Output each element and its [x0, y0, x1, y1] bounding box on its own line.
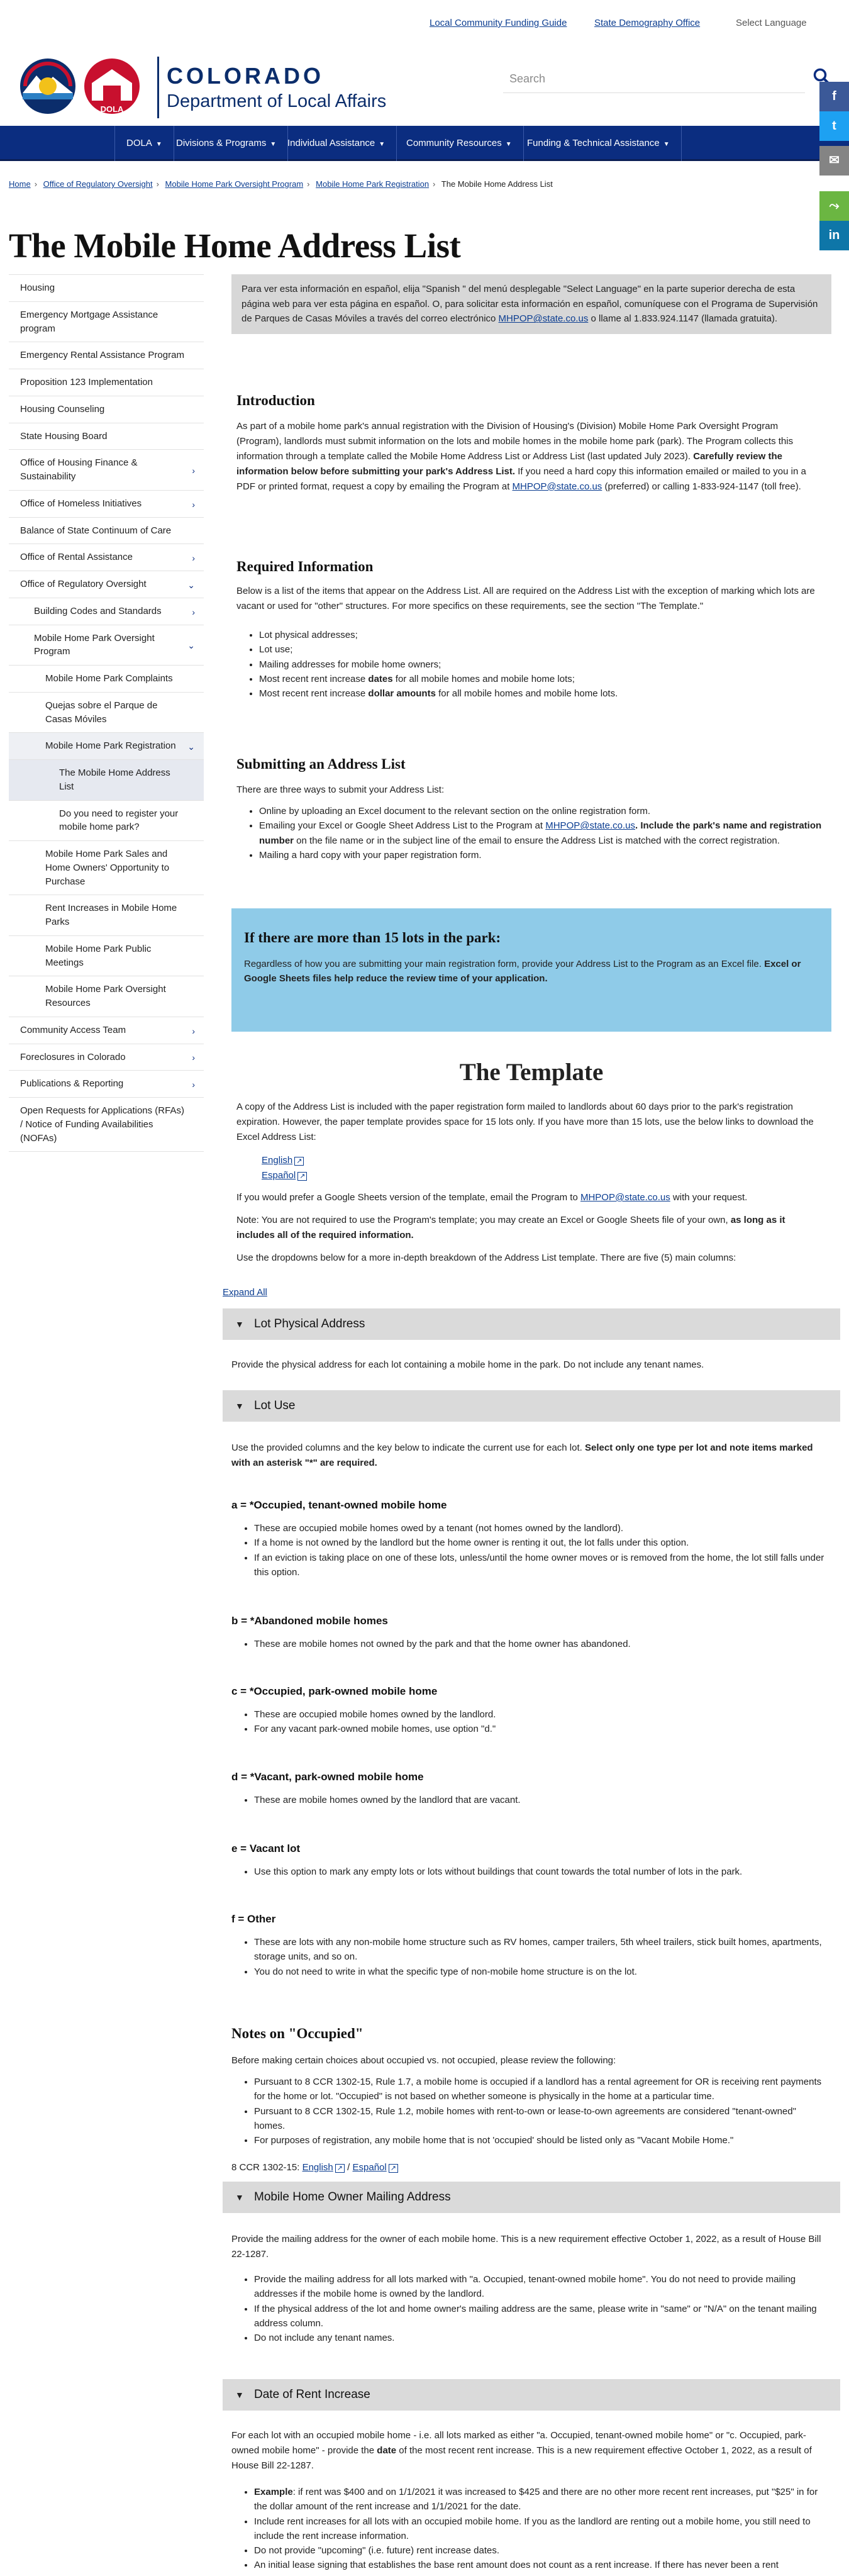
sidebar-item-label: Publications & Reporting — [20, 1078, 124, 1090]
lot-use-bold: Select only one type per lot and note items marked with an asterisk "*" are required. — [231, 1442, 813, 1468]
submitting-email-link[interactable]: MHPOP@state.co.us — [545, 820, 636, 832]
breadcrumb-mhp-oversight-program[interactable]: Mobile Home Park Oversight Program — [165, 179, 304, 189]
list-text: : if rent was $400 and on 1/1/2021 it was increased to $425 and there are no other more recent rent increases, put "$25" in for the dollar amount of the rent increase and 1/1/2021 for the date. — [254, 2487, 818, 2512]
sidebar-item-label: Mobile Home Park Oversight Program — [34, 632, 155, 657]
option-a-list — [241, 1521, 826, 1580]
nav-label: Funding & Technical Assistance — [527, 138, 660, 148]
required-info-paragraph — [236, 584, 824, 614]
notes-occupied-intro: Before making certain choices about occupied vs. not occupied, please review the following: — [231, 2055, 616, 2066]
sidebar-item-label: Proposition 123 Implementation — [20, 377, 153, 388]
share-icon: ⤳ — [829, 199, 840, 213]
sidebar-nav — [9, 274, 204, 1152]
sidebar-item-label: Housing Counseling — [20, 403, 105, 415]
chevron-down-icon: ▼ — [270, 141, 277, 148]
chevron-right-icon: › — [192, 499, 195, 510]
sidebar-item[interactable] — [9, 1044, 204, 1071]
callout-heading: If there are more than 15 lots in the park: — [244, 930, 501, 945]
sidebar-item[interactable] — [9, 693, 204, 733]
sidebar-item-label: Rent Increases in Mobile Home Parks — [45, 903, 177, 927]
list-item: • These are occupied mobile homes owed by a tenant (not homes owned by the landlord). — [254, 1521, 826, 1536]
sidebar-item[interactable] — [9, 666, 204, 693]
chevron-down-icon: ▼ — [379, 141, 386, 148]
sidebar-item-label: Emergency Mortgage Assistance program — [20, 309, 158, 334]
list-item: • For purposes of registration, any mobile home that is not 'occupied' should be listed only as "Vacant Mobile Home." — [254, 2133, 826, 2148]
lot-use-text: Use the provided columns and the key below to indicate the current use for each lot. — [231, 1442, 585, 1453]
sidebar-item-label: Housing — [20, 282, 55, 293]
logo-text: DOLA — [100, 104, 124, 114]
list-bold: Example — [254, 2487, 293, 2497]
sidebar-item-label: Office of Regulatory Oversight — [20, 579, 147, 589]
option-f-list — [241, 1935, 826, 1979]
list-text: for all mobile homes and mobile home lots; — [392, 673, 575, 684]
required-info-heading: Required Information — [236, 559, 374, 574]
notice-text-end: o llame al 1.833.924.1147 (llamada gratuita). — [588, 313, 778, 325]
twitter-icon: t — [832, 119, 836, 133]
list-item: • Provide the mailing address for all lots marked with "a. Occupied, tenant-owned mobile home". You do not need to provide mailing addresses if the mobile home is owned by the landlord. — [254, 2272, 826, 2302]
accordion-owner-mailing-address[interactable] — [223, 2182, 840, 2213]
nav-individual-assistance[interactable] — [276, 126, 397, 161]
list-text: on the file name or in the subject line of the email to ensure the Address List is matched with the correct registration. — [294, 835, 780, 846]
list-item: • These are mobile homes owned by the landlord that are vacant. — [254, 1793, 826, 1807]
option-c-list — [241, 1707, 826, 1737]
list-item: • Online by uploading an Excel document to the relevant section on the online registration form. — [259, 804, 825, 818]
sidebar-item-label: Mobile Home Park Public Meetings — [45, 943, 152, 968]
chevron-down-icon: ⌄ — [187, 640, 195, 651]
sidebar-item[interactable] — [9, 396, 204, 423]
chevron-right-icon: › — [192, 466, 195, 476]
link-label: Español — [262, 1170, 296, 1181]
list-item: • For any vacant park-owned mobile homes, use option "d." — [254, 1722, 826, 1736]
download-spanish-link[interactable] — [262, 1169, 307, 1183]
sidebar-item[interactable] — [9, 976, 204, 1017]
required-text-2: All are required on the Address List with the exception of marking which lots are vacant or used for "other" structures. For more specifics on these requirements, see the section "The Template." — [236, 586, 815, 611]
expand-all-link[interactable]: Expand All — [223, 1287, 267, 1298]
template-text-2: with your request. — [670, 1192, 748, 1203]
introduction-paragraph — [236, 419, 824, 494]
list-text: Most recent rent increase — [259, 673, 369, 684]
twitter-share-button[interactable] — [819, 111, 849, 141]
sidebar-item[interactable] — [9, 423, 204, 450]
search-input[interactable] — [503, 65, 805, 93]
submitting-paragraph: There are three ways to submit your Address List: — [236, 784, 445, 795]
nav-funding-technical-assistance[interactable] — [516, 126, 682, 161]
select-language-dropdown[interactable]: Select Language — [736, 18, 807, 28]
accordion-date-rent-increase[interactable] — [223, 2379, 840, 2411]
intro-text-3: (preferred) or calling 1-833-924-1147 (toll free). — [602, 481, 801, 492]
option-e-heading: e = Vacant lot — [231, 1843, 301, 1854]
facebook-share-button[interactable] — [819, 82, 849, 111]
breadcrumb-separator: › — [433, 179, 436, 189]
accordion-label: Lot Use — [254, 1399, 296, 1412]
external-link-icon: ↗ — [297, 1172, 307, 1181]
chevron-right-icon: › — [192, 1079, 195, 1090]
list-text: Most recent rent increase — [259, 688, 369, 699]
breadcrumb-separator: › — [156, 179, 159, 189]
option-c-heading: c = *Occupied, park-owned mobile home — [231, 1685, 438, 1697]
rent-increase-list — [241, 2485, 826, 2573]
chevron-down-icon: ▼ — [235, 1401, 244, 1411]
list-item: • These are mobile homes not owned by the park and that the home owner has abandoned. — [254, 1637, 826, 1651]
owner-mailing-text: Provide the mailing address for the owner of each mobile home. This is a new requirement effective October 1, 2022, as a result of House Bill 22-1287. — [231, 2234, 821, 2260]
sidebar-item-label: The Mobile Home Address List — [59, 767, 170, 792]
list-bold: dollar amounts — [368, 688, 436, 699]
required-info-list — [247, 628, 825, 701]
list-item: • If an eviction is taking place on one of these lots, unless/until the home owner moves or is removed from the home, the lot still falls under this option. — [254, 1551, 826, 1580]
callout-bold: Excel or Google Sheets files help reduce the review time of your application. — [244, 958, 801, 984]
option-a-heading: a = *Occupied, tenant-owned mobile home — [231, 1499, 447, 1511]
sidebar-item[interactable] — [9, 625, 204, 666]
list-item: • Pursuant to 8 CCR 1302-15, Rule 1.7, a mobile home is occupied if a landlord has a rental agreement for OR is receiving rent payments for the home or lot. "Occupied" is not based on whether someone is physically in the home at a particular time. — [254, 2075, 826, 2104]
nav-label: Individual Assistance — [287, 138, 375, 148]
email-share-button[interactable] — [819, 146, 849, 176]
list-item: • If a home is not owned by the landlord but the home owner is renting it out, the lot falls under this option. — [254, 1536, 826, 1550]
template-note-text: Note: You are not required to use the Program's template; you may create an Excel or Google Sheets file of your own, — [236, 1215, 731, 1225]
sidebar-item-label: Open Requests for Applications (RFAs) / Notice of Funding Availabilities (NOFAs) — [20, 1105, 184, 1144]
sidebar-item[interactable] — [9, 571, 204, 598]
sidebar-item-label: State Housing Board — [20, 430, 108, 442]
link-label: Español — [352, 2162, 387, 2173]
rent-text-2: of the most recent rent increase. This is a new requirement effective October 1, 2022, as a result of House Bill 22-1287. — [231, 2445, 812, 2471]
list-item: • Lot physical addresses; — [259, 628, 825, 642]
share-button[interactable] — [819, 191, 849, 221]
list-item: • Do not provide "upcoming" (i.e. future) rent increase dates. — [254, 2543, 826, 2558]
breadcrumb-separator: › — [307, 179, 310, 189]
sidebar-item[interactable] — [9, 369, 204, 396]
sidebar-item[interactable] — [9, 936, 204, 977]
logo-divider — [157, 57, 159, 118]
accordion-label: Lot Physical Address — [254, 1317, 365, 1330]
link-label: English — [302, 2162, 333, 2173]
list-item: • These are lots with any non-mobile home structure such as RV homes, camper trailers, 5th wheel trailers, stick built homes, apartments, storage units, and so on. — [254, 1935, 826, 1965]
utility-bar — [0, 0, 849, 49]
sidebar-item-label: Office of Housing Finance & Sustainability — [20, 457, 138, 482]
brand-subtitle: Department of Local Affairs — [167, 91, 387, 111]
notice-text: Para ver esta información en español, elija "Spanish " del menú desplegable "Select Language" en la parte superior derecha de esta página web para ver esta página en español. O, para solicitar esta información en español, comuníquese con el Programa de Supervisión de Parques de Casas Móviles a través del correo electrónico — [241, 284, 818, 325]
intro-bold: Carefully review the information below before submitting your park's Address List. — [236, 451, 782, 477]
chevron-down-icon: ⌄ — [187, 742, 195, 752]
sidebar-item-label: Office of Rental Assistance — [20, 552, 133, 563]
sidebar-item[interactable] — [9, 491, 204, 518]
list-item: • Do not include any tenant names. — [254, 2331, 826, 2345]
template-note-bold: as long as it includes all of the required information. — [236, 1215, 785, 1241]
list-item — [259, 686, 825, 701]
site-header — [0, 49, 849, 126]
external-link-icon: ↗ — [294, 1157, 304, 1166]
option-b-heading: b = *Abandoned mobile homes — [231, 1615, 388, 1627]
list-item — [259, 672, 825, 686]
sidebar-item-label: Balance of State Continuum of Care — [20, 525, 172, 536]
breadcrumb-mhp-registration[interactable]: Mobile Home Park Registration — [316, 179, 430, 189]
sidebar-item[interactable] — [9, 518, 204, 545]
nav-divisions-programs[interactable] — [165, 126, 288, 161]
external-link-icon: ↗ — [389, 2164, 398, 2173]
lot-use-intro — [231, 1441, 829, 1471]
list-item: • Use this option to mark any empty lots or lots without buildings that count towards the total number of lots in the park. — [254, 1865, 826, 1879]
chevron-down-icon: ▼ — [235, 2390, 244, 2400]
list-item — [254, 2485, 826, 2514]
submitting-heading: Submitting an Address List — [236, 756, 406, 772]
ccr-links: 8 CCR 1302-15: English ↗ / Español ↗ — [231, 2160, 829, 2175]
list-item: • Include rent increases for all lots with an occupied mobile home. If you as the landlord are renting out a mobile home, you still need to include the rent increase information. — [254, 2514, 826, 2544]
option-f-heading: f = Other — [231, 1913, 276, 1925]
local-community-funding-guide-link[interactable]: Local Community Funding Guide — [430, 18, 567, 28]
template-email-link[interactable]: MHPOP@state.co.us — [580, 1192, 670, 1203]
sidebar-item-label: Mobile Home Park Registration — [45, 740, 176, 752]
state-demography-office-link[interactable]: State Demography Office — [594, 18, 701, 28]
breadcrumb-office-regulatory-oversight[interactable]: Office of Regulatory Oversight — [43, 179, 153, 189]
chevron-down-icon: ▼ — [235, 1319, 244, 1329]
more-than-15-lots-callout — [231, 908, 831, 1032]
breadcrumb — [9, 178, 553, 191]
nav-label: Community Resources — [406, 138, 502, 148]
submitting-list — [247, 804, 825, 862]
chevron-down-icon: ▼ — [505, 141, 512, 148]
list-item — [259, 818, 825, 848]
nav-community-resources[interactable] — [395, 126, 524, 161]
accordion-label: Date of Rent Increase — [254, 2388, 370, 2401]
list-item: • If the physical address of the lot and home owner's mailing address are the same, please write in "same" or "N/A" on the tenant mailing address column. — [254, 2302, 826, 2331]
ccr-label: 8 CCR 1302-15: — [231, 2162, 302, 2173]
page-title: The Mobile Home Address List — [9, 226, 461, 265]
sidebar-item[interactable] — [9, 1098, 204, 1152]
option-d-heading: d = *Vacant, park-owned mobile home — [231, 1771, 424, 1783]
facebook-icon: f — [832, 89, 836, 103]
sidebar-item[interactable] — [9, 895, 204, 936]
nav-label: DOLA — [126, 138, 152, 148]
chevron-right-icon: › — [192, 1025, 195, 1036]
breadcrumb-current: The Mobile Home Address List — [441, 179, 553, 189]
template-paragraph: A copy of the Address List is included with the paper registration form mailed to landlords about 60 days prior to the park's registration expiration. However, the paper template provides space for 15 lots only. If you have more than 15 lots, use the below links to download the Excel Address List: — [236, 1101, 814, 1142]
sidebar-item[interactable] — [9, 760, 204, 801]
notice-email-link[interactable]: MHPOP@state.co.us — [498, 313, 589, 325]
nav-label: Divisions & Programs — [176, 138, 267, 148]
ccr-english-link[interactable] — [302, 2162, 345, 2173]
accordion-lot-use[interactable] — [223, 1390, 840, 1422]
intro-text-2: If you need a hard copy this information emailed or mailed to you in a PDF or printed format, request a copy by emailing the Program at — [236, 466, 806, 492]
sidebar-item-label: Mobile Home Park Complaints — [45, 673, 173, 684]
sidebar-item-label: Community Access Team — [20, 1024, 126, 1035]
chevron-right-icon: › — [192, 606, 195, 617]
list-bold: . Include the park's name and registration number — [259, 820, 822, 846]
chevron-down-icon: ▼ — [155, 141, 162, 148]
sidebar-item-label: Emergency Rental Assistance Program — [20, 350, 184, 361]
list-item: • An initial lease signing that establishes the base rent amount does not count as a rent increase. If there has never been a rent — [254, 2558, 826, 2572]
external-link-icon: ↗ — [335, 2164, 345, 2173]
intro-email-link[interactable]: MHPOP@state.co.us — [512, 481, 602, 492]
intro-text: As part of a mobile home park's annual registration with the Division of Housing's (Division) Mobile Home Park Oversight Program (Program), landlords must submit information on the lots and mobile homes in the mobile home park (park). The Program collects this information through a template called the Mobile Home Address List or Address List (last updated July 2023). — [236, 421, 794, 462]
option-d-list — [241, 1793, 826, 1807]
template-google-sheets — [236, 1190, 824, 1205]
list-text: for all mobile homes and mobile home lots. — [435, 688, 618, 699]
option-b-list — [241, 1637, 826, 1651]
ccr-spanish-link[interactable] — [353, 2162, 398, 2173]
breadcrumb-separator: › — [34, 179, 38, 189]
brand-title: COLORADO — [167, 63, 324, 89]
sidebar-item[interactable] — [9, 598, 204, 625]
required-text: Below is a list of the items that appear on the Address List. — [236, 586, 481, 596]
list-text: Emailing your Excel or Google Sheet Address List to the Program at — [259, 820, 546, 832]
list-item: • These are occupied mobile homes owned by the landlord. — [254, 1707, 826, 1722]
list-item: • Lot use; — [259, 642, 825, 657]
linkedin-share-button[interactable] — [819, 221, 849, 250]
list-item: • You do not need to write in what the specific type of non-mobile home structure is on the lot. — [254, 1965, 826, 1979]
template-text: If you would prefer a Google Sheets version of the template, email the Program to — [236, 1192, 580, 1203]
sidebar-item[interactable] — [9, 342, 204, 369]
owner-mailing-list — [241, 2272, 826, 2345]
sidebar-item-label: Foreclosures in Colorado — [20, 1051, 126, 1062]
chevron-right-icon: › — [192, 553, 195, 564]
chevron-down-icon: ▼ — [235, 2192, 244, 2202]
list-item: • Mailing addresses for mobile home owners; — [259, 657, 825, 672]
sidebar-item[interactable] — [9, 733, 204, 760]
callout-paragraph — [244, 957, 819, 986]
chevron-down-icon: ▼ — [663, 141, 670, 148]
lot-physical-address-text: Provide the physical address for each lot containing a mobile home in the park. Do not include any tenant names. — [231, 1359, 704, 1370]
list-item: • Pursuant to 8 CCR 1302-15, Rule 1.2, mobile homes with rent-to-own or lease-to-own agreements are considered "tenant-owned" homes. — [254, 2104, 826, 2134]
sidebar-item[interactable] — [9, 1017, 204, 1044]
template-note — [236, 1213, 824, 1243]
main-nav — [0, 126, 849, 161]
list-bold: dates — [368, 673, 393, 684]
sidebar-item-label: Quejas sobre el Parque de Casas Móviles — [45, 700, 158, 725]
colorado-dola-logo[interactable] — [18, 54, 150, 118]
sidebar-item-label: Mobile Home Park Oversight Resources — [45, 984, 166, 1008]
breadcrumb-home[interactable]: Home — [9, 179, 31, 189]
sidebar-item-label: Do you need to register your mobile home park? — [59, 808, 179, 833]
notes-occupied-heading: Notes on "Occupied" — [231, 2026, 363, 2041]
email-icon: ✉ — [829, 153, 840, 167]
callout-text: Regardless of how you are submitting your main registration form, provide your Address List to the Program as an Excel file. — [244, 958, 765, 969]
sidebar-item[interactable] — [9, 801, 204, 842]
rent-text: For each lot with an occupied mobile home - i.e. all lots marked as either "a. Occupied, tenant-owned mobile home" or "c. Occupied, park-owned mobile home" - provide the — [231, 2430, 806, 2456]
sidebar-item-label: Office of Homeless Initiatives — [20, 498, 142, 509]
rent-increase-intro — [231, 2428, 829, 2473]
template-heading: The Template — [459, 1059, 604, 1086]
chevron-down-icon: ⌄ — [187, 579, 195, 590]
sidebar-item[interactable] — [9, 275, 204, 302]
introduction-heading: Introduction — [236, 393, 315, 408]
sidebar-item[interactable] — [9, 302, 204, 343]
sidebar-item-label: Building Codes and Standards — [34, 605, 162, 616]
link-label: English — [262, 1155, 293, 1166]
sidebar-item-label: Mobile Home Park Sales and Home Owners' Opportunity to Purchase — [45, 849, 170, 887]
sidebar-item[interactable] — [9, 544, 204, 571]
rent-bold: date — [377, 2445, 397, 2456]
spanish-notice — [231, 274, 831, 334]
download-english-link[interactable] — [262, 1154, 304, 1168]
sidebar-item[interactable] — [9, 450, 204, 491]
accordion-lot-physical-address[interactable] — [223, 1308, 840, 1340]
linkedin-icon: in — [828, 228, 840, 242]
notes-occupied-list — [241, 2075, 826, 2148]
option-e-list — [241, 1865, 826, 1879]
accordion-label: Mobile Home Owner Mailing Address — [254, 2190, 451, 2204]
sidebar-item[interactable] — [9, 1071, 204, 1098]
list-item: • Mailing a hard copy with your paper registration form. — [259, 848, 825, 862]
chevron-right-icon: › — [192, 1052, 195, 1063]
template-dropdown-intro: Use the dropdowns below for a more in-depth breakdown of the Address List template. There are five (5) main columns: — [236, 1252, 736, 1263]
sidebar-item[interactable] — [9, 841, 204, 895]
